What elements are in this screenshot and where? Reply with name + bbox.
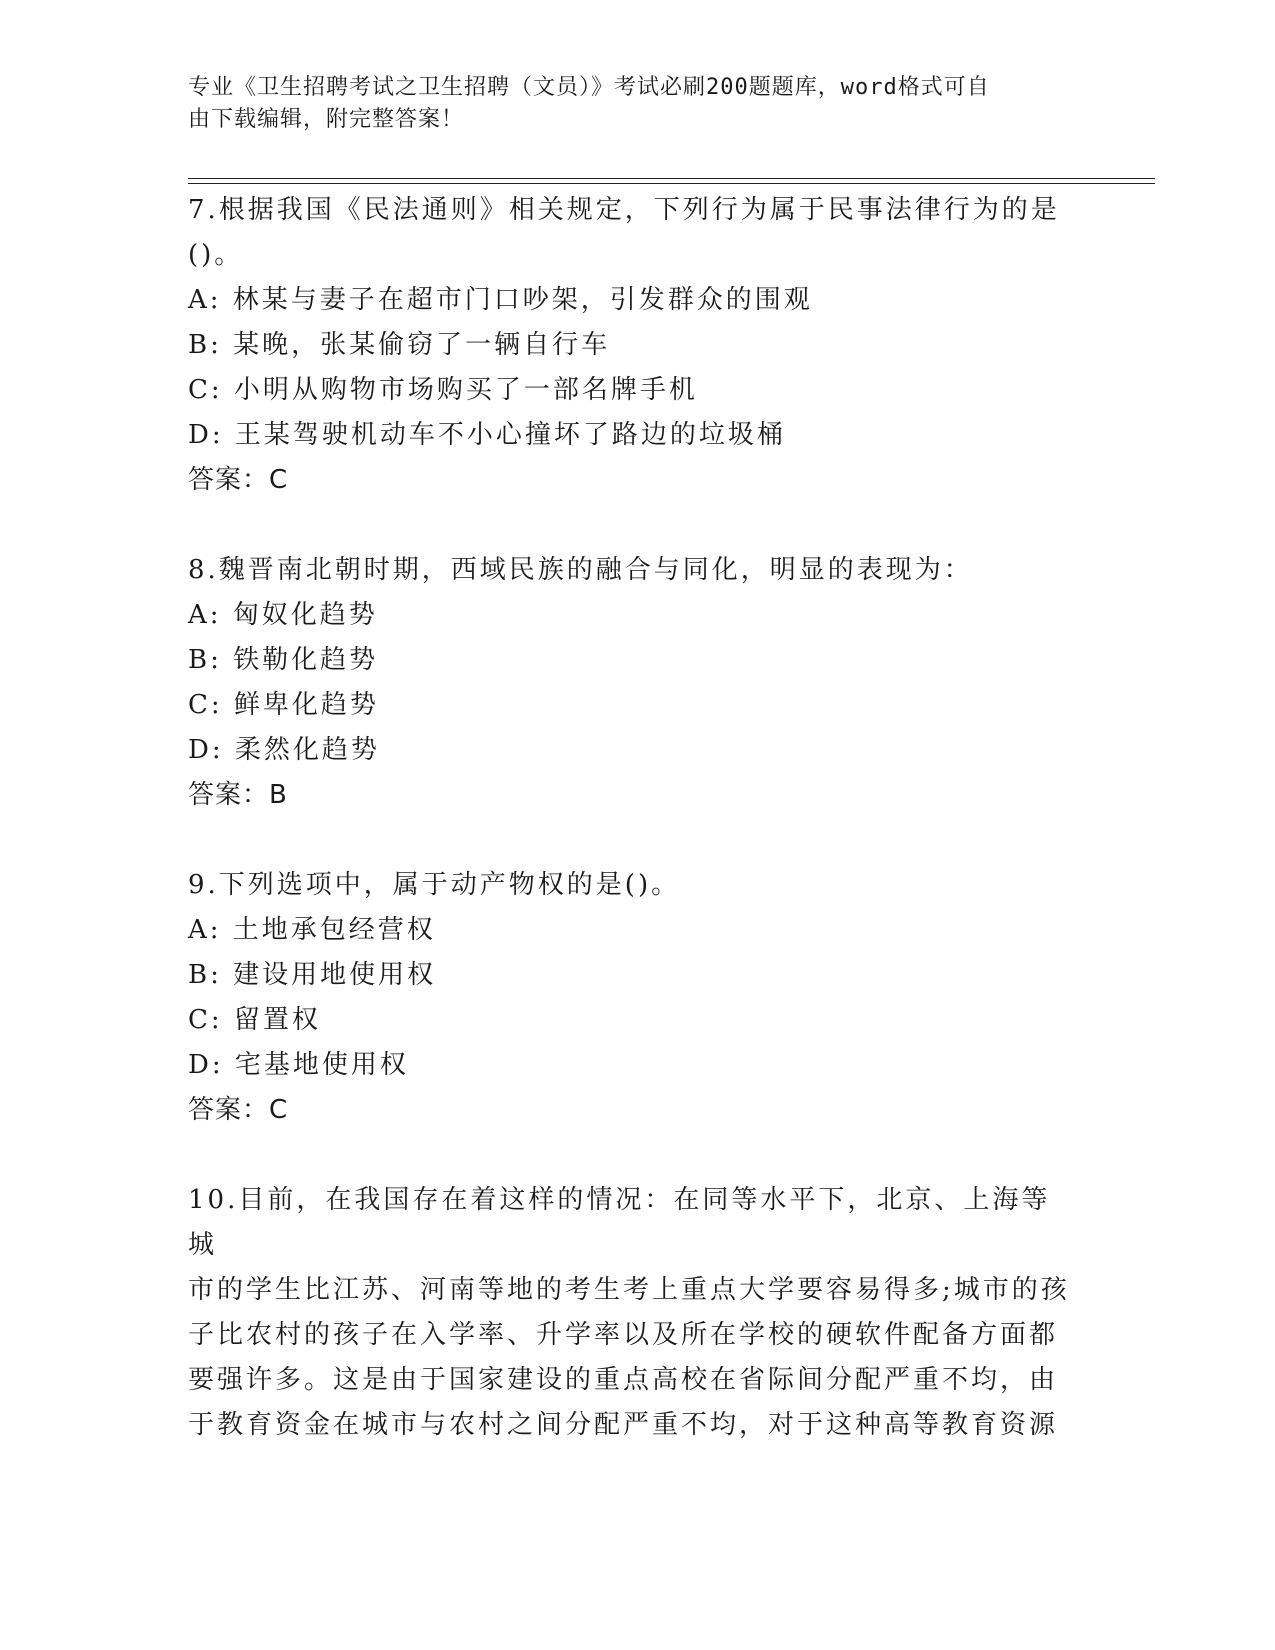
question-10 — [188, 1178, 1088, 1448]
question-text: 9.下列选项中，属于动产物权的是()。 — [188, 870, 681, 900]
option-b: B: 建设用地使用权 — [188, 960, 437, 990]
question-8 — [188, 548, 1088, 818]
option-b: B: 铁勒化趋势 — [188, 645, 379, 675]
question-text-line-2: 市的学生比江苏、河南等地的考生考上重点大学要容易得多;城市的孩 — [188, 1275, 1070, 1305]
option-a: A: 土地承包经营权 — [188, 915, 436, 945]
question-9 — [188, 863, 1088, 1133]
option-d: D: 柔然化趋势 — [188, 735, 380, 765]
header-divider-top — [188, 178, 1155, 179]
question-list — [188, 188, 1088, 1493]
question-text: 7.根据我国《民法通则》相关规定，下列行为属于民事法律行为的是 — [188, 195, 1060, 225]
answer-label: 答案：B — [188, 780, 288, 810]
question-text-line-4: 要强许多。这是由于国家建设的重点高校在省际间分配严重不均，由 — [188, 1365, 1059, 1395]
question-7 — [188, 188, 1088, 503]
option-c: C: 留置权 — [188, 1005, 321, 1035]
option-c: C: 鲜卑化趋势 — [188, 690, 379, 720]
question-text-line-1: 10.目前，在我国存在着这样的情况：在同等水平下，北京、上海等城 — [188, 1185, 1051, 1260]
question-text-line-5: 于教育资金在城市与农村之间分配严重不均，对于这种高等教育资源 — [188, 1410, 1059, 1440]
option-a: A: 林某与妻子在超市门口吵架，引发群众的围观 — [188, 285, 813, 315]
question-text: 8.魏晋南北朝时期，西域民族的融合与同化，明显的表现为： — [188, 555, 973, 585]
answer-label: 答案：C — [188, 1095, 289, 1125]
option-c: C: 小明从购物市场购买了一部名牌手机 — [188, 375, 698, 405]
option-a: A: 匈奴化趋势 — [188, 600, 378, 630]
answer-label: 答案：C — [188, 465, 289, 495]
option-b: B: 某晚，张某偷窃了一辆自行车 — [188, 330, 611, 360]
header-divider-bottom — [188, 183, 1155, 184]
header-line-1: 专业《卫生招聘考试之卫生招聘（文员）》考试必刷200题题库，word格式可自 — [188, 75, 990, 100]
option-d: D: 王某驾驶机动车不小心撞坏了路边的垃圾桶 — [188, 420, 786, 450]
question-text-continued: ()。 — [188, 240, 244, 270]
header-line-2: 由下载编辑，附完整答案！ — [188, 107, 465, 132]
option-d: D: 宅基地使用权 — [188, 1050, 409, 1080]
question-text-line-3: 子比农村的孩子在入学率、升学率以及所在学校的硬软件配备方面都 — [188, 1320, 1059, 1350]
document-header — [188, 72, 1068, 136]
